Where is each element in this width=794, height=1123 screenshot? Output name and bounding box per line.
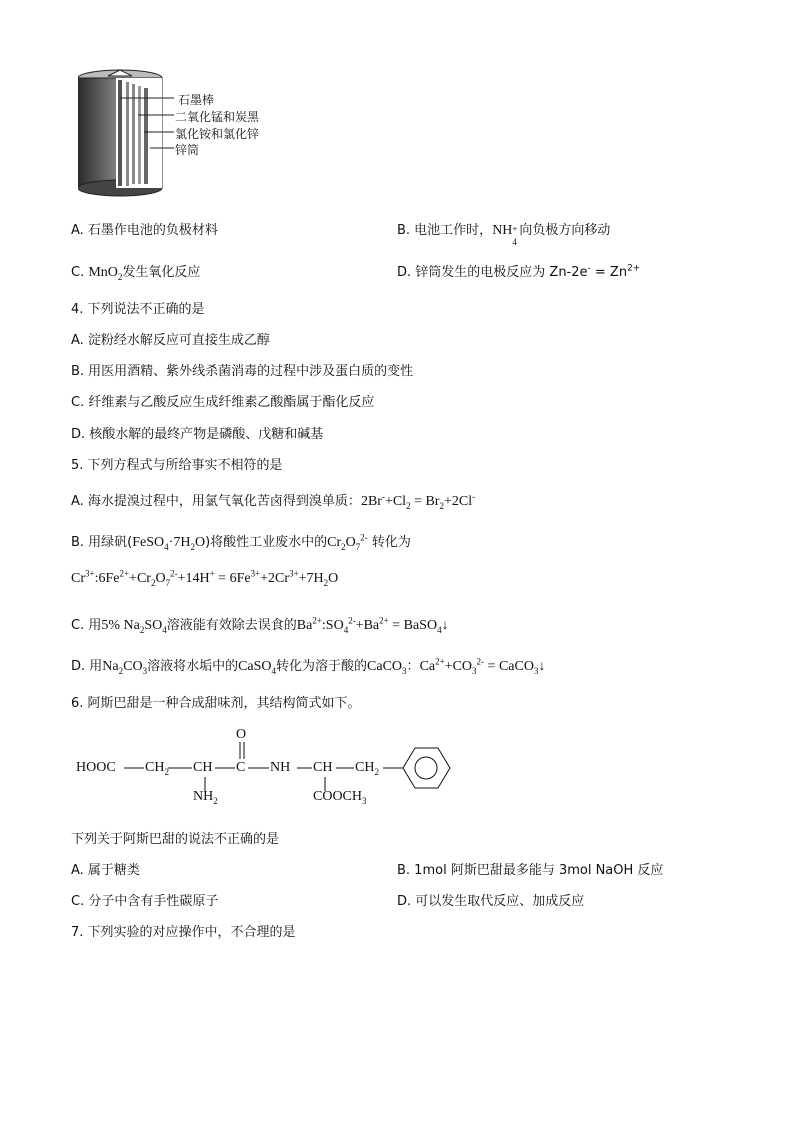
q6-option-b: B. 1mol 阿斯巴甜最多能与 3mol NaOH 反应 xyxy=(397,863,664,878)
q5-stem: 5. 下列方程式与所给事实不相符的是 xyxy=(71,458,283,473)
q3-option-d: D. 锌筒发生的电极反应为 $Zn-2e^- = Zn^{2+}$ xyxy=(397,263,641,280)
battery-leader-lines xyxy=(118,90,178,160)
label-mno2-carbon: 二氧化锰和炭黑 xyxy=(175,110,260,124)
aspartame-bonds xyxy=(70,725,470,815)
q5-option-a: A. 海水提溴过程中，用氯气氧化苦卤得到溴单质：$2Br^-+Cl_2 = Br_2+2Cl^-$ xyxy=(71,491,476,511)
q7-stem: 7. 下列实验的对应操作中，不合理的是 xyxy=(71,925,296,940)
q3-option-a: A. 石墨作电池的负极材料 xyxy=(71,223,218,238)
q6-question: 下列关于阿斯巴甜的说法不正确的是 xyxy=(71,832,280,847)
q6-option-a: A. 属于糖类 xyxy=(71,863,140,878)
q4-option-b: B. 用医用酒精、紫外线杀菌消毒的过程中涉及蛋白质的变性 xyxy=(71,364,414,379)
q5-option-c: C. 用5% $Na_2SO_4$溶液能有效除去误食的$Ba^{2+}:SO_4^{2-}+Ba^{2+}$ = BaSO$_4$↓ xyxy=(71,615,449,635)
q6-stem: 6. 阿斯巴甜是一种合成甜味剂，其结构简式如下。 xyxy=(71,696,361,711)
q3-option-c: C. MnO$_2$发生氧化反应 xyxy=(71,265,201,282)
q4-stem: 4. 下列说法不正确的是 xyxy=(71,302,205,317)
q6-option-d: D. 可以发生取代反应、加成反应 xyxy=(397,894,585,909)
q6-option-c: C. 分子中含有手性碳原子 xyxy=(71,894,219,909)
q3-option-b: B. 电池工作时，NH + 4 向负极方向移动 xyxy=(397,223,611,247)
label-graphite-rod: 石墨棒 xyxy=(178,93,215,107)
q4-option-a: A. 淀粉经水解反应可直接生成乙醇 xyxy=(71,333,270,348)
q4-option-d: D. 核酸水解的最终产物是磷酸、戊糖和碱基 xyxy=(71,427,324,442)
q5-option-b: B. 用绿矾$(FeSO_4\cdot 7H_2O)$将酸性工业废水中的$Cr_2O_7^{2-}$ 转化为 xyxy=(71,532,411,552)
q5-option-d: D. 用$Na_2CO_3$溶液将水垢中的CaSO$_4$转化为溶于酸的CaCO$_3$：$Ca^{2+}+CO_3^{2-}$ = CaCO$_3$↓ xyxy=(71,656,546,676)
label-nh4cl-zncl2: 氯化铵和氯化锌 xyxy=(175,127,260,141)
label-zinc-can: 锌筒 xyxy=(175,143,200,157)
q5-option-b-equation: $Cr^{3+}:6Fe^{2+}+Cr_2O_7^{2-}+14H^+ = 6Fe^{3+}+2Cr^{3+}+7H_2O$ xyxy=(71,568,339,588)
q4-option-c: C. 纤维素与乙酸反应生成纤维素乙酸酯属于酯化反应 xyxy=(71,395,375,410)
